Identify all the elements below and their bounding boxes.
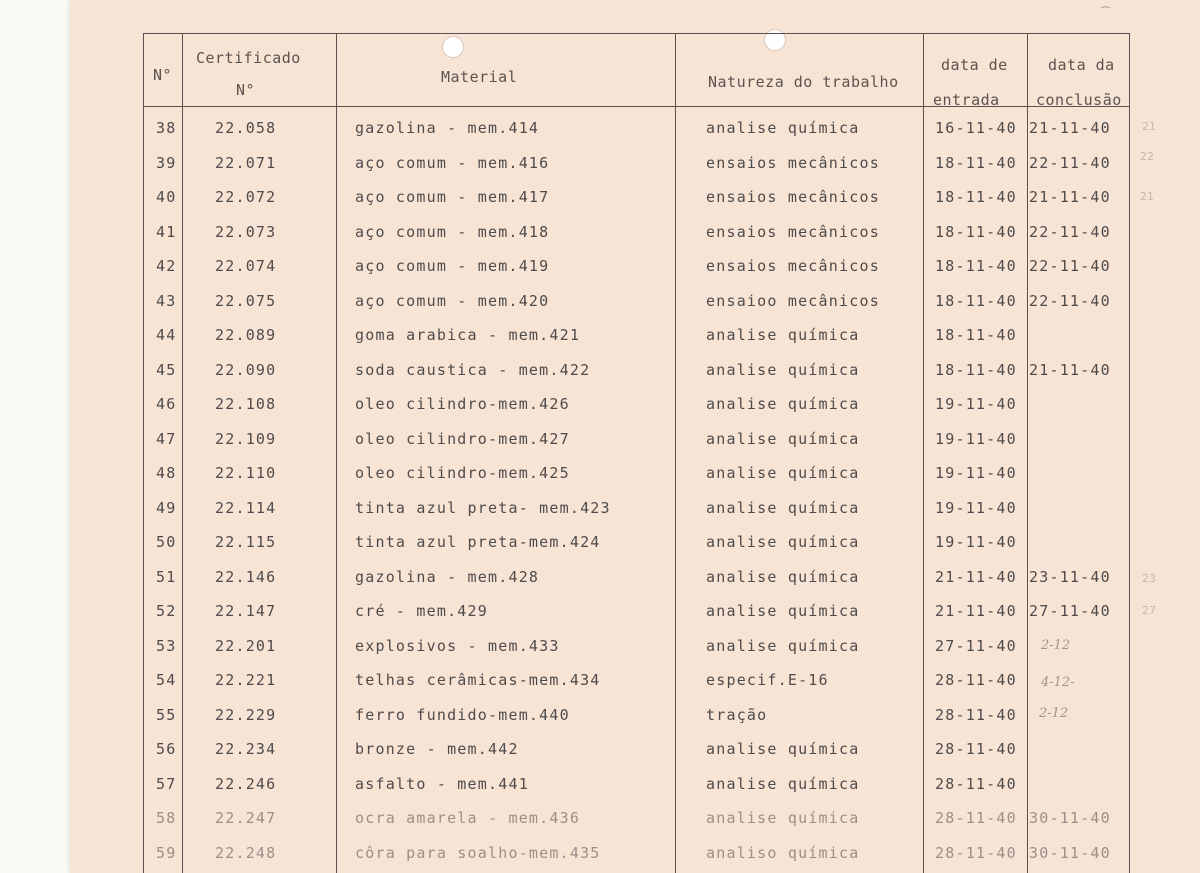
cell-material: aço comum - mem.416	[355, 153, 550, 172]
cell-certificado: 22.109	[215, 429, 277, 448]
cell-data-entrada: 19-11-40	[935, 464, 1017, 482]
corner-mark: ⌒	[1100, 6, 1111, 19]
cell-material: aço comum - mem.418	[355, 222, 550, 241]
ledger-table	[143, 33, 1130, 873]
cell-certificado: 22.147	[215, 602, 277, 620]
cell-data-entrada: 19-11-40	[935, 533, 1017, 551]
cell-data-entrada: 18-11-40	[935, 360, 1017, 379]
cell-data-entrada: 18-11-40	[935, 153, 1017, 172]
cell-data-entrada: 18-11-40	[935, 326, 1017, 344]
cell-data-conclusao: 22-11-40	[1029, 257, 1111, 275]
cell-material: bronze - mem.442	[355, 740, 519, 758]
cell-data-entrada: 28-11-40	[935, 809, 1017, 827]
cell-natureza: analise química	[706, 429, 860, 448]
cell-certificado: 22.110	[215, 464, 277, 482]
cell-material: soda caustica - mem.422	[355, 360, 591, 379]
cell-data-conclusao: 22-11-40	[1029, 291, 1111, 310]
cell-material: ferro fundido-mem.440	[355, 705, 570, 724]
cell-certificado: 22.073	[215, 222, 277, 241]
cell-certificado: 22.074	[215, 257, 277, 275]
header-natureza: Natureza do trabalho	[708, 73, 899, 91]
cell-material: telhas cerâmicas-mem.434	[355, 671, 601, 689]
cell-certificado: 22.071	[215, 153, 277, 172]
cell-natureza: ensaios mecânicos	[706, 222, 880, 241]
header-data-entrada: data de	[941, 56, 1008, 74]
cell-certificado: 22.234	[215, 740, 277, 758]
cell-natureza: analise química	[706, 326, 860, 344]
cell-no: 48	[156, 464, 177, 482]
cell-material: aço comum - mem.420	[355, 291, 550, 310]
column-divider	[923, 33, 924, 873]
cell-certificado: 22.108	[215, 395, 277, 413]
cell-material: tinta azul preta- mem.423	[355, 498, 611, 517]
cell-no: 56	[156, 740, 177, 758]
pencil-note: 2-12	[1041, 638, 1071, 653]
cell-no: 49	[156, 498, 177, 517]
cell-data-entrada: 28-11-40	[935, 740, 1017, 758]
cell-certificado: 22.229	[215, 705, 277, 724]
cell-natureza: ensaios mecânicos	[706, 153, 880, 172]
cell-data-entrada: 28-11-40	[935, 671, 1017, 689]
cell-data-entrada: 19-11-40	[935, 498, 1017, 517]
cell-data-conclusao: 27-11-40	[1029, 602, 1111, 620]
cell-no: 39	[156, 153, 177, 172]
header-no: N°	[153, 66, 173, 84]
cell-certificado: 22.072	[215, 188, 277, 206]
cell-natureza: analise química	[706, 395, 860, 413]
cell-no: 53	[156, 636, 177, 655]
margin-note: 22	[1140, 150, 1154, 163]
cell-no: 41	[156, 222, 177, 241]
cell-data-conclusao: 23-11-40	[1029, 567, 1111, 586]
cell-no: 57	[156, 774, 177, 793]
cell-data-entrada: 21-11-40	[935, 602, 1017, 620]
cell-no: 55	[156, 705, 177, 724]
cell-material: aço comum - mem.417	[355, 188, 550, 206]
cell-natureza: analiso química	[706, 843, 860, 862]
cell-data-entrada: 19-11-40	[935, 429, 1017, 448]
cell-data-entrada: 16-11-40	[935, 119, 1017, 137]
cell-no: 40	[156, 188, 177, 206]
cell-natureza: analise química	[706, 119, 860, 137]
cell-no: 59	[156, 843, 177, 862]
cell-certificado: 22.089	[215, 326, 277, 344]
cell-data-entrada: 19-11-40	[935, 395, 1017, 413]
cell-natureza: analise química	[706, 567, 860, 586]
cell-natureza: especif.E-16	[706, 671, 829, 689]
cell-data-entrada: 28-11-40	[935, 774, 1017, 793]
cell-natureza: tração	[706, 705, 768, 724]
column-divider	[143, 33, 144, 873]
cell-material: goma arabica - mem.421	[355, 326, 581, 344]
column-divider	[182, 33, 183, 873]
cell-natureza: analise química	[706, 498, 860, 517]
cell-material: explosivos - mem.433	[355, 636, 560, 655]
cell-natureza: ensaioo mecânicos	[706, 291, 880, 310]
cell-data-conclusao: 30-11-40	[1029, 809, 1111, 827]
cell-material: asfalto - mem.441	[355, 774, 529, 793]
pencil-note: 4-12-	[1041, 675, 1075, 690]
cell-natureza: analise química	[706, 360, 860, 379]
column-divider	[675, 33, 676, 873]
cell-no: 44	[156, 326, 177, 344]
cell-certificado: 22.246	[215, 774, 277, 793]
cell-natureza: analise química	[706, 740, 860, 758]
column-divider	[336, 33, 337, 873]
margin-note: 21	[1140, 190, 1154, 203]
cell-material: oleo cilindro-mem.425	[355, 464, 570, 482]
cell-material: ocra amarela - mem.436	[355, 809, 581, 827]
margin-note: 23	[1142, 572, 1156, 585]
margin-note: 27	[1142, 604, 1156, 617]
cell-no: 45	[156, 360, 177, 379]
cell-data-conclusao: 21-11-40	[1029, 360, 1111, 379]
header-certificado: Certificado	[196, 49, 301, 67]
cell-natureza: ensaios mecânicos	[706, 188, 880, 206]
cell-data-entrada: 18-11-40	[935, 222, 1017, 241]
cell-no: 47	[156, 429, 177, 448]
header-data-conclusao: data da	[1048, 56, 1115, 74]
cell-no: 52	[156, 602, 177, 620]
cell-natureza: analise química	[706, 464, 860, 482]
cell-natureza: analise química	[706, 809, 860, 827]
cell-data-entrada: 28-11-40	[935, 705, 1017, 724]
cell-certificado: 22.114	[215, 498, 277, 517]
cell-material: gazolina - mem.414	[355, 119, 540, 137]
cell-data-entrada: 28-11-40	[935, 843, 1017, 862]
table-right-border	[1129, 33, 1130, 873]
cell-data-entrada: 18-11-40	[935, 291, 1017, 310]
cell-data-entrada: 21-11-40	[935, 567, 1017, 586]
cell-material: aço comum - mem.419	[355, 257, 550, 275]
cell-material: tinta azul preta-mem.424	[355, 533, 601, 551]
cell-data-conclusao: 22-11-40	[1029, 153, 1111, 172]
cell-certificado: 22.146	[215, 567, 277, 586]
cell-natureza: ensaios mecânicos	[706, 257, 880, 275]
margin-note: 21	[1142, 120, 1156, 133]
cell-no: 42	[156, 257, 177, 275]
cell-natureza: analise química	[706, 774, 860, 793]
cell-no: 43	[156, 291, 177, 310]
column-divider	[1027, 33, 1028, 873]
pencil-note: 2-12	[1039, 706, 1069, 721]
header-data-conclusao-2: conclusão	[1036, 91, 1122, 109]
cell-data-entrada: 27-11-40	[935, 636, 1017, 655]
cell-data-conclusao: 30-11-40	[1029, 843, 1111, 862]
cell-no: 58	[156, 809, 177, 827]
cell-certificado: 22.248	[215, 843, 277, 862]
cell-material: oleo cilindro-mem.426	[355, 395, 570, 413]
cell-data-conclusao: 22-11-40	[1029, 222, 1111, 241]
cell-material: cré - mem.429	[355, 602, 488, 620]
cell-no: 54	[156, 671, 177, 689]
cell-no: 46	[156, 395, 177, 413]
cell-material: côra para soalho-mem.435	[355, 843, 601, 862]
cell-certificado: 22.221	[215, 671, 277, 689]
cell-data-conclusao: 21-11-40	[1029, 188, 1111, 206]
header-certificado-no: N°	[236, 81, 256, 99]
cell-material: oleo cilindro-mem.427	[355, 429, 570, 448]
cell-data-entrada: 18-11-40	[935, 257, 1017, 275]
cell-certificado: 22.090	[215, 360, 277, 379]
cell-certificado: 22.058	[215, 119, 277, 137]
cell-no: 38	[156, 119, 177, 137]
cell-natureza: analise química	[706, 602, 860, 620]
cell-no: 50	[156, 533, 177, 551]
scan-background	[0, 0, 70, 873]
cell-certificado: 22.115	[215, 533, 277, 551]
cell-natureza: analise química	[706, 636, 860, 655]
cell-natureza: analise química	[706, 533, 860, 551]
header-material: Material	[441, 68, 518, 86]
cell-certificado: 22.247	[215, 809, 277, 827]
cell-no: 51	[156, 567, 177, 586]
header-data-entrada-2: entrada	[933, 91, 1000, 109]
cell-data-entrada: 18-11-40	[935, 188, 1017, 206]
table-top-border	[143, 33, 1130, 34]
cell-material: gazolina - mem.428	[355, 567, 540, 586]
cell-certificado: 22.075	[215, 291, 277, 310]
cell-certificado: 22.201	[215, 636, 277, 655]
cell-data-conclusao: 21-11-40	[1029, 119, 1111, 137]
